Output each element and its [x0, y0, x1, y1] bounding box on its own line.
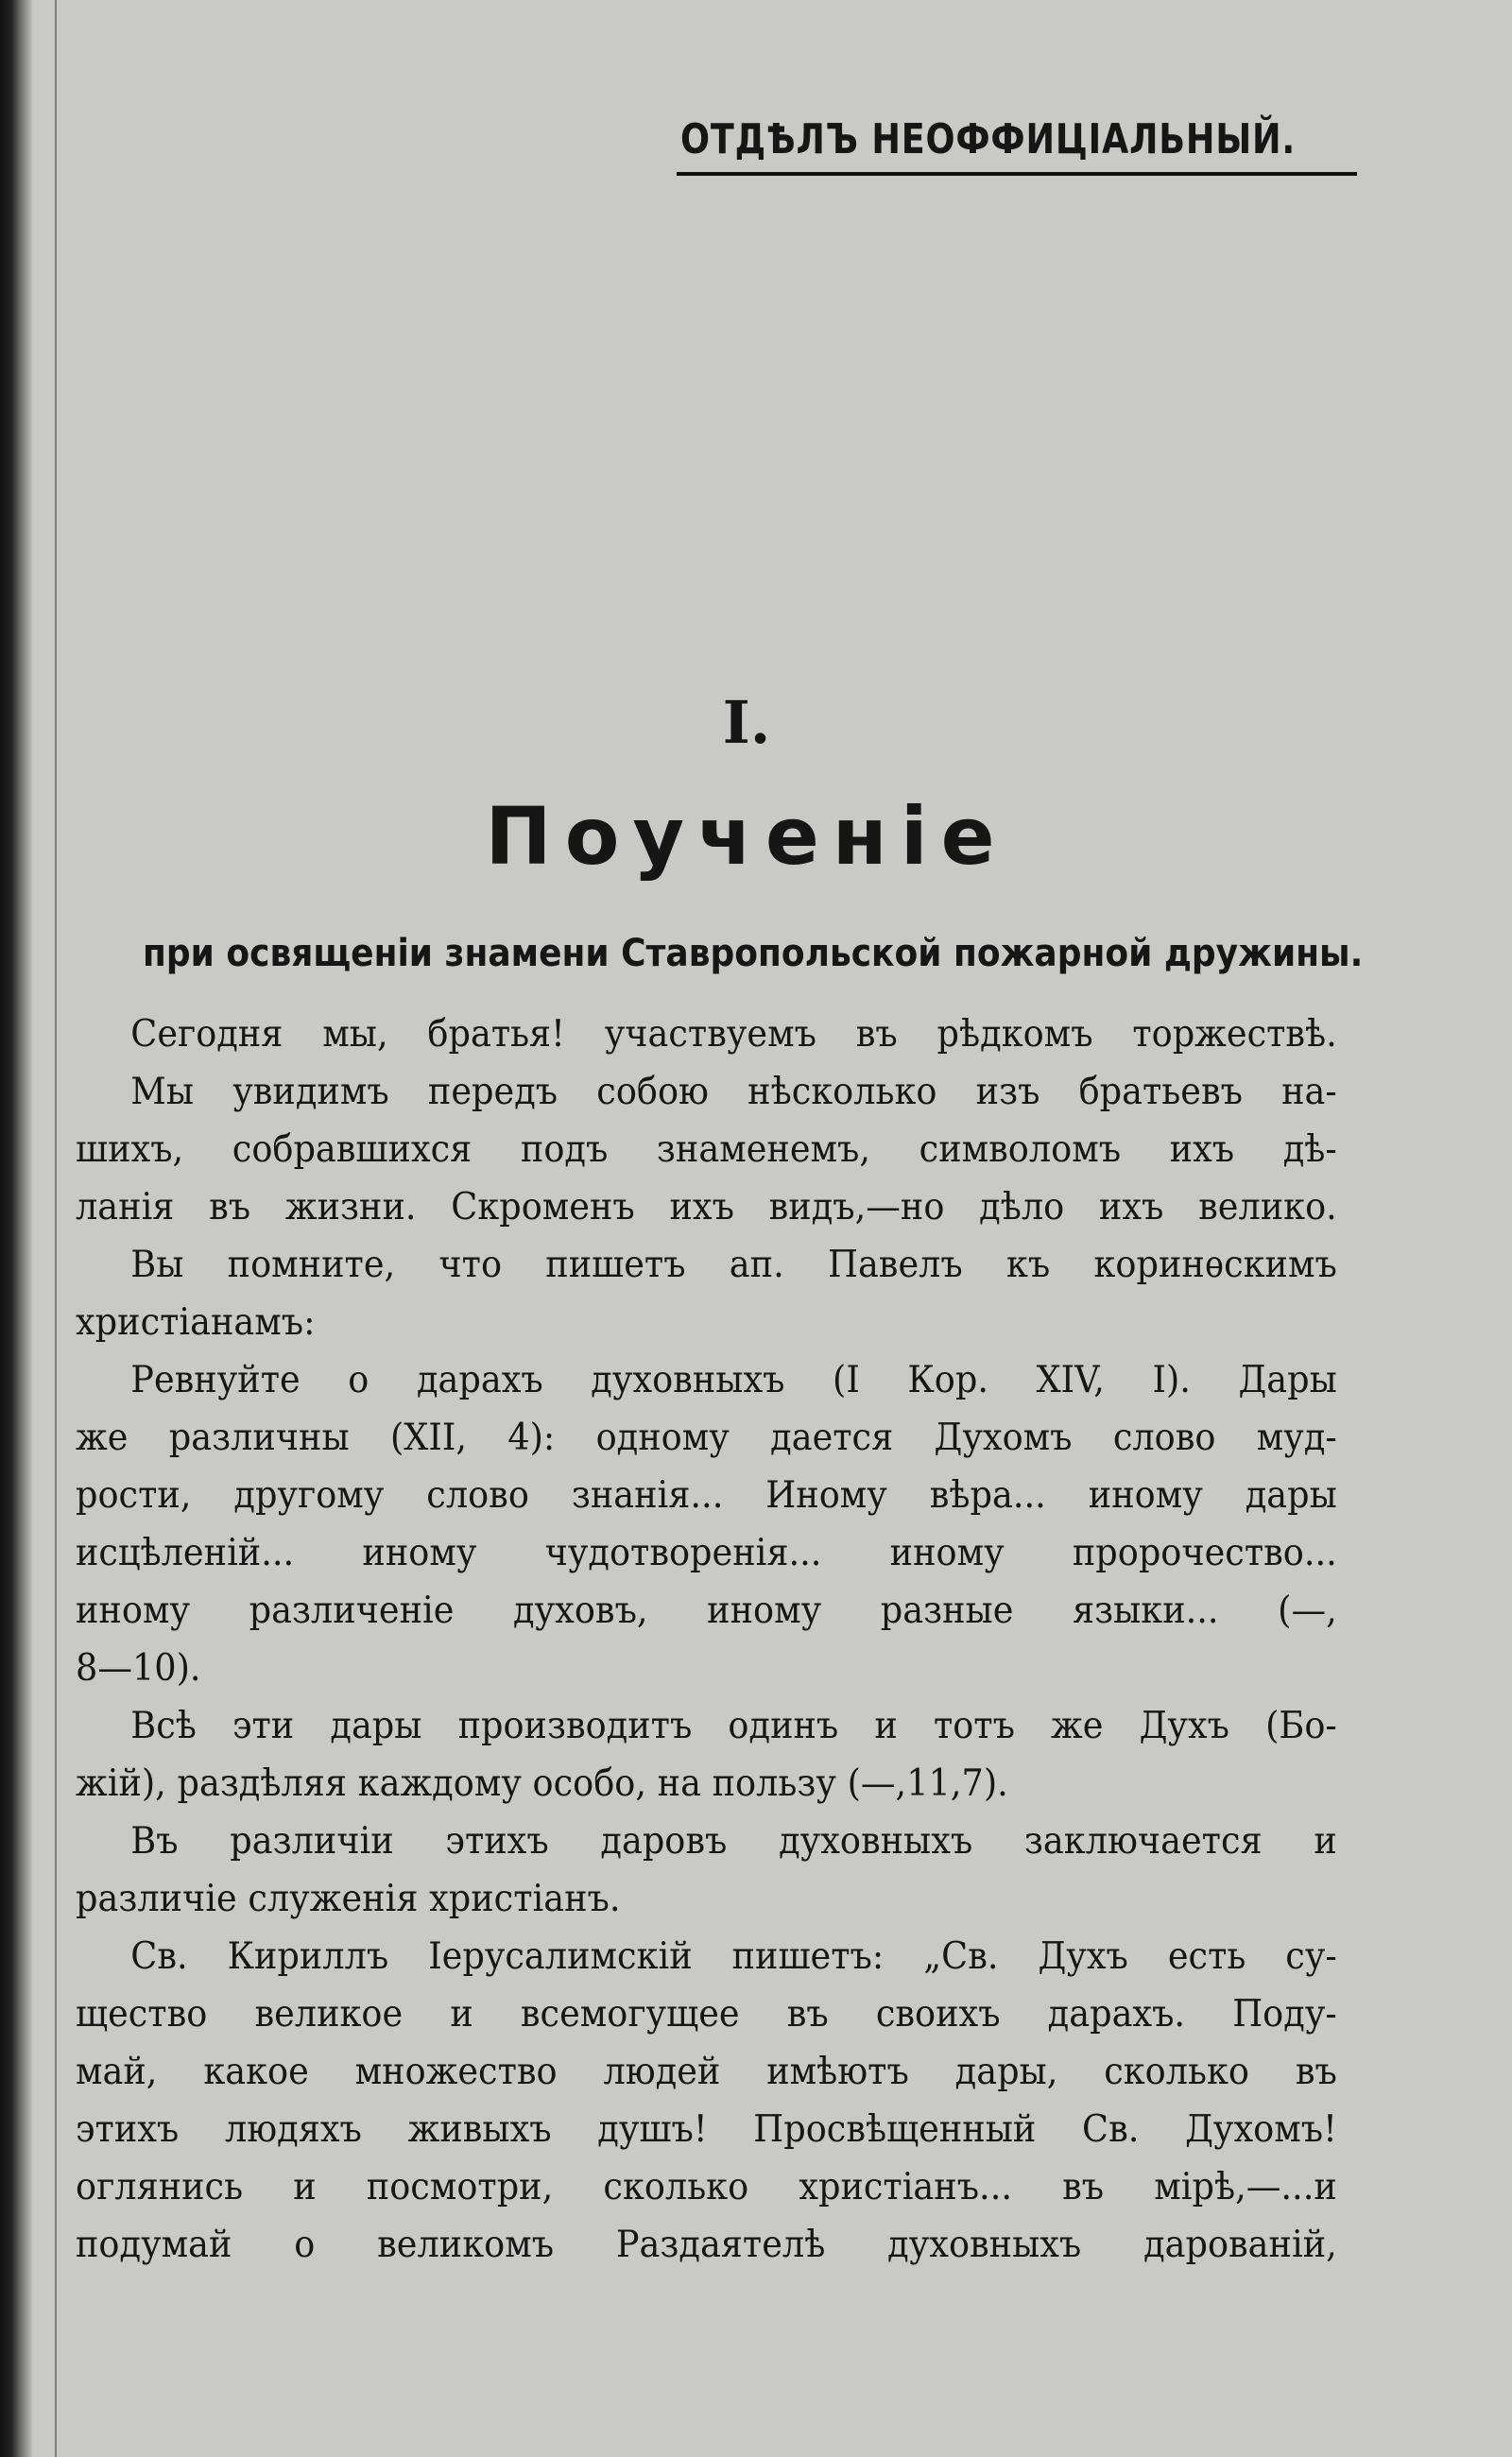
body-line: Ревнуйте о дарахъ духовныхъ (I Кор. XIV, I). Дары — [130, 1359, 1337, 1401]
body-line: подумай о великомъ Раздаятелѣ духовныхъ дарованій, — [76, 2224, 1337, 2266]
section-header: ОТДѢЛЪ НЕОФФИЦІАЛЬНЫЙ. — [680, 115, 1297, 163]
section-header-rule — [677, 172, 1357, 176]
body-line: щество великое и всемогущее въ своихъ дарахъ. Поду- — [76, 1993, 1337, 2036]
body-line: иному различеніе духовъ, иному разные языки... (—, — [76, 1589, 1337, 1632]
body-line: этихъ людяхъ живыхъ душъ! Просвѣщенный Св. Духомъ! — [76, 2108, 1337, 2151]
body-line: Св. Кириллъ Іерусалимскій пишетъ: „Св. Духъ есть су- — [130, 1935, 1337, 1978]
body-line: же различны (XII, 4): одному дается Духомъ слово муд- — [76, 1417, 1337, 1459]
body-line: исцѣленій... иному чудотворенія... иному пророчество... — [76, 1532, 1337, 1574]
chapter-numeral: I. — [722, 688, 771, 757]
sermon-title: Поученіе — [485, 790, 1008, 883]
body-line: 8—10). — [76, 1647, 201, 1690]
body-line: жій), раздѣляя каждому особо, на пользу (—,11,7). — [76, 1762, 1008, 1805]
book-page — [76, 0, 1418, 2457]
body-line: Всѣ эти дары производитъ одинъ и тотъ же Духъ (Бо- — [130, 1705, 1337, 1747]
body-line: Въ различіи этихъ даровъ духовныхъ заключается и — [130, 1820, 1337, 1863]
body-line: христіанамъ: — [76, 1301, 316, 1344]
body-line: Мы увидимъ передъ собою нѣсколько изъ братьевъ на- — [130, 1071, 1337, 1113]
body-line: различіе служенія христіанъ. — [76, 1878, 621, 1920]
page-binding-edge — [0, 0, 32, 2457]
body-line: шихъ, собравшихся подъ знаменемъ, символомъ ихъ дѣ- — [76, 1128, 1337, 1171]
body-line: рости, другому слово знанія... Иному вѣра... иному дары — [76, 1474, 1337, 1517]
body-line: ланія въ жизни. Скроменъ ихъ видъ,—но дѣло ихъ велико. — [76, 1186, 1337, 1228]
page-binding-line — [55, 0, 57, 2457]
sermon-subtitle: при освященіи знамени Ставропольской пожарной дружины. — [143, 932, 1364, 975]
body-line: оглянись и посмотри, сколько христіанъ... въ мірѣ,—...и — [76, 2166, 1337, 2208]
body-line: Сегодня мы, братья! участвуемъ въ рѣдкомъ торжествѣ. — [130, 1013, 1337, 1056]
body-line: май, какое множество людей имѣютъ дары, сколько въ — [76, 2051, 1337, 2093]
sermon-body — [76, 1005, 1418, 2274]
body-line: Вы помните, что пишетъ ап. Павелъ къ коринѳскимъ — [130, 1244, 1337, 1286]
